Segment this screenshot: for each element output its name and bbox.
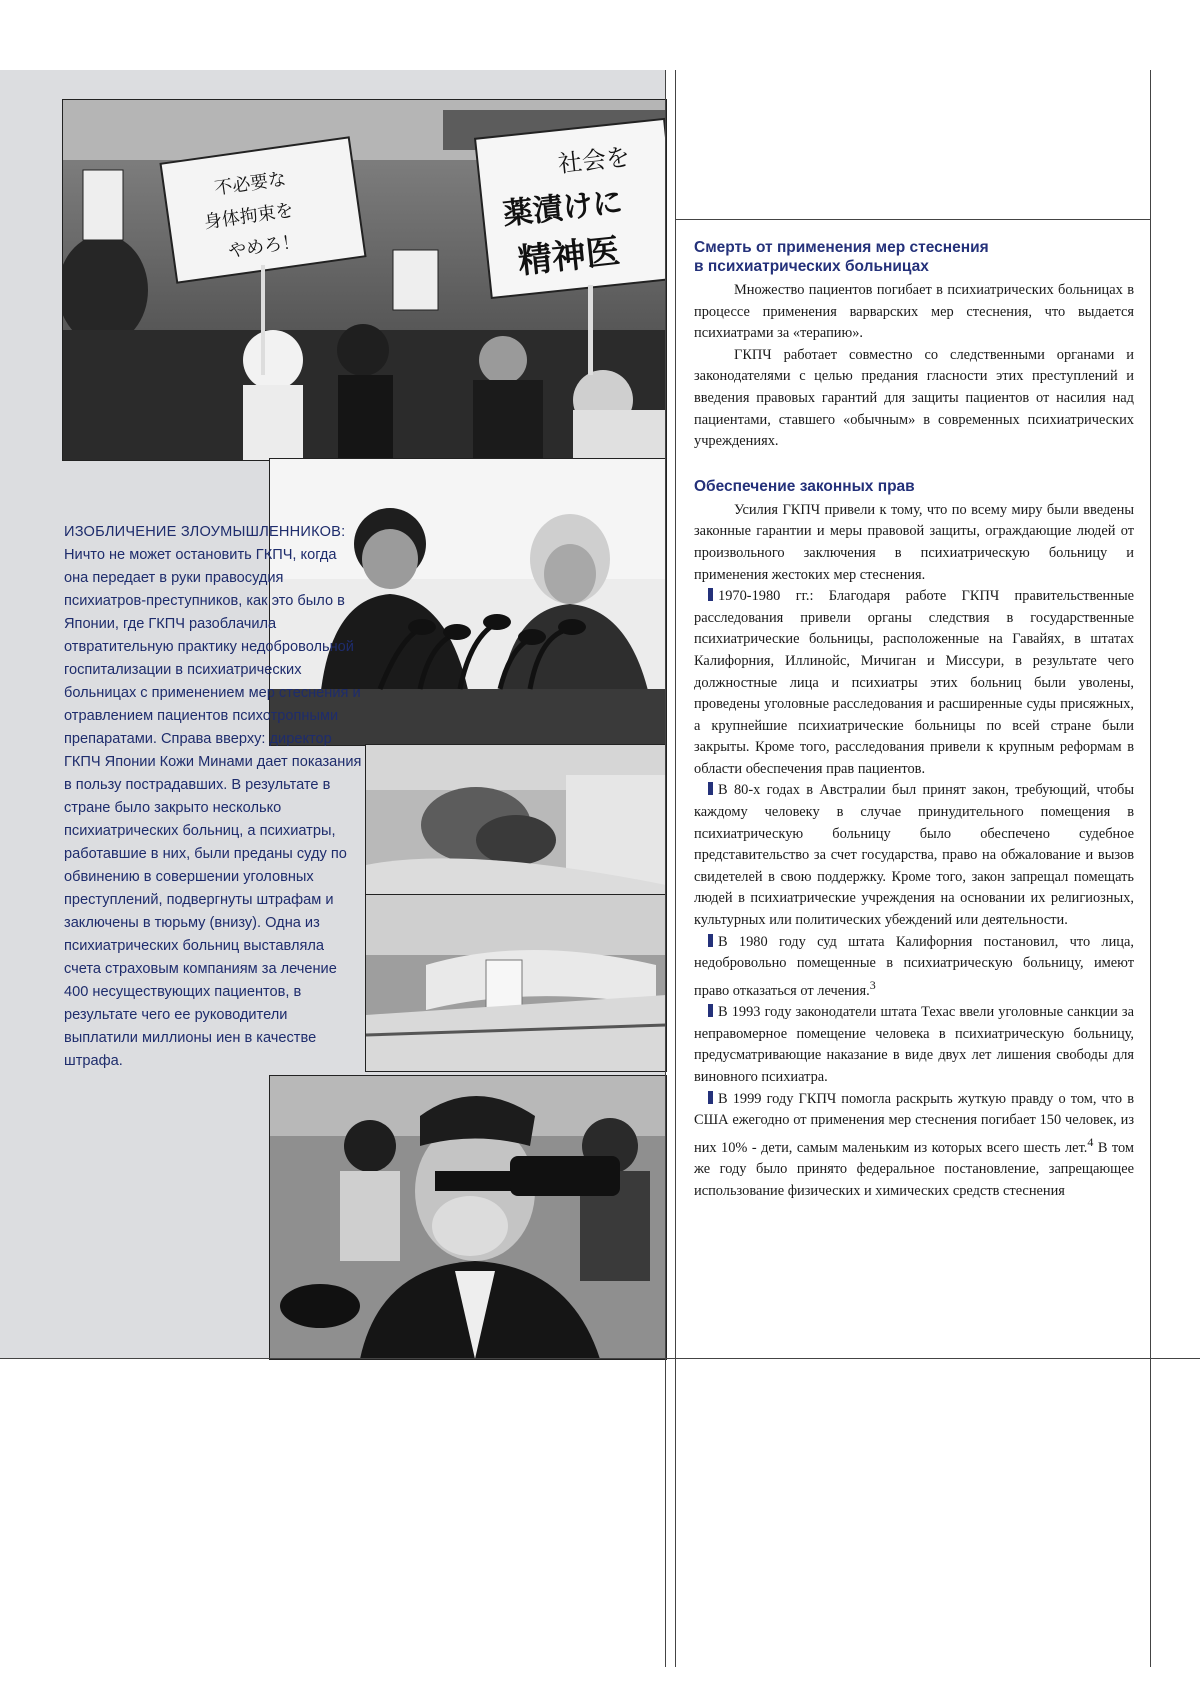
- column-rule-right: [675, 70, 676, 1667]
- paragraph: Множество пациентов погибает в психиатрических больницах в процессе применения варварских мер стеснения, что выдается психиатрами за «терапию».: [694, 282, 1134, 342]
- bullet-text: В 1980 году суд штата Калифорния постановил, что лица, недобровольно помещенные в психиатрическую больницу, имеют право отказаться от лечения.: [694, 933, 1134, 999]
- bullet-paragraph: [694, 780, 1134, 931]
- heading-line: Смерть от применения мер стеснения: [694, 239, 989, 256]
- caption-text: Ничто не может остановить ГКПЧ, когда она передает в руки правосудия психиатров-преступников, как это было в Японии, где ГКПЧ разоблачила отвратительную практику недобровольной госпитализации в психиатрических больницах с применением мер стеснения и отравлением пациентов психотропными препаратами. Справа вверху: директор ГКПЧ Японии Кожи Минами дает показания в пользу пострадавших. В результате в стране было закрыто несколько психиатрических больниц, а психиатры, работавшие в них, были преданы суду по обвинению в совершении уголовных преступлений, подвергнуты штрафам и заключены в тюрьму (внизу). Одна из психиатрических больниц выставляла счета страховым компаниям за лечение 400 несуществующих пациентов, в результате чего ее руководители выплатили миллионы иен в качестве штрафа.: [64, 547, 362, 1069]
- bullet-mark: [708, 782, 713, 795]
- bullet-mark: [708, 1091, 713, 1104]
- bottom-rule: [0, 1358, 1200, 1359]
- bullet-paragraph: [694, 1002, 1134, 1088]
- footnote-ref: 4: [1087, 1134, 1094, 1149]
- heading-line: в психиатрических больницах: [694, 258, 929, 275]
- sign2-line2: 薬漬けに: [501, 184, 625, 233]
- bullet-text: В 1999 году ГКПЧ помогла раскрыть жуткую правду о том, что в США ежегодно от применения мер стеснения погибает 150 человек, из них 10% - дети, самым маленьким из которых всего шесть лет.: [694, 1090, 1134, 1156]
- photo-caption: [64, 521, 364, 1073]
- paragraph: ГКПЧ работает совместно со следственными органами и законодателями с целью предания гласности этих преступлений и введения правовых гарантий для защиты пациентов от насилия над пациентами, ставшего «обычным» в современных психиатрических учреждениях.: [694, 346, 1134, 450]
- top-rule: [675, 219, 1150, 220]
- column-rule-left: [665, 70, 666, 1667]
- bullet-mark: [708, 588, 713, 601]
- article: [694, 238, 1134, 1202]
- bullet-text: В том же году было принято федеральное постановление, запрещающее использование физических и химических средств стеснения: [694, 1139, 1134, 1199]
- paragraph: Усилия ГКПЧ привели к тому, что по всему миру были введены законные гарантии и меры правовой защиты, ограждающие людей от произвольного заключения в психиатрическую больницу и применения жестоких мер стеснения.: [694, 501, 1134, 583]
- restrained-arm-photo: [365, 894, 667, 1072]
- sign1-line2: 身体拘束を: [202, 199, 295, 234]
- restrained-feet-photo: [365, 744, 667, 896]
- bullet-paragraph: [694, 932, 1134, 1003]
- psychiatrist-arrest-photo: [269, 1075, 667, 1360]
- bullet-text: В 80-х годах в Австралии был принят закон, требующий, чтобы каждому человеку в случае принудительного помещения в психиатрическую больницу было обеспечено судебное представительство за счет государства, право на обжалование и вызов свидетелей в свою поддержку. Кроме того, закон запрещал помещать людей в психиатрические учреждения на основании их религиозных, культурных или политических убеждений или деятельности.: [694, 782, 1134, 929]
- sign1-line3: やめろ！: [227, 231, 302, 263]
- bullet-text: 1970-1980 гг.: Благодаря работе ГКПЧ правительственные расследования привели органы следствия в государственные психиатрические больницы, расположенные на Гавайях, в штатах Калифорния, Иллинойс, Мичиган и Миссури, в результате чего должностные лица и психиатры этих больниц были уволены, проведены уголовные расследования и расширенные суды присяжных, а крупнейшие психиатрические больницы по всей стране были закрыты. Кроме того, расследования привели к крупным реформам в области обеспечения прав пациентов.: [694, 588, 1134, 777]
- bullet-text: В 1993 году законодатели штата Техас ввели уголовные санкции за неправомерное помещение человека в психиатрическую больницу, предусматривающие наказание в виде двух лет лишения свободы для виновного психиатра.: [694, 1004, 1134, 1085]
- caption-heading: ИЗОБЛИЧЕНИЕ ЗЛОУМЫШЛЕННИКОВ:: [64, 524, 346, 540]
- bullet-mark: [708, 934, 713, 947]
- sign1-line1: 不必要な: [213, 168, 288, 200]
- protest-photo: [62, 99, 667, 461]
- footnote-ref: 3: [869, 977, 876, 992]
- section-heading-legal-rights: Обеспечение законных прав: [694, 477, 915, 495]
- page-rule-right: [1150, 70, 1151, 1667]
- sign2-line3: 精神医: [516, 231, 622, 282]
- bullet-paragraph: [694, 1089, 1134, 1203]
- section-heading-deaths: [694, 238, 1134, 276]
- bullet-paragraph: [694, 586, 1134, 780]
- bullet-mark: [708, 1004, 713, 1017]
- sign2-line1: 社会を: [556, 142, 632, 179]
